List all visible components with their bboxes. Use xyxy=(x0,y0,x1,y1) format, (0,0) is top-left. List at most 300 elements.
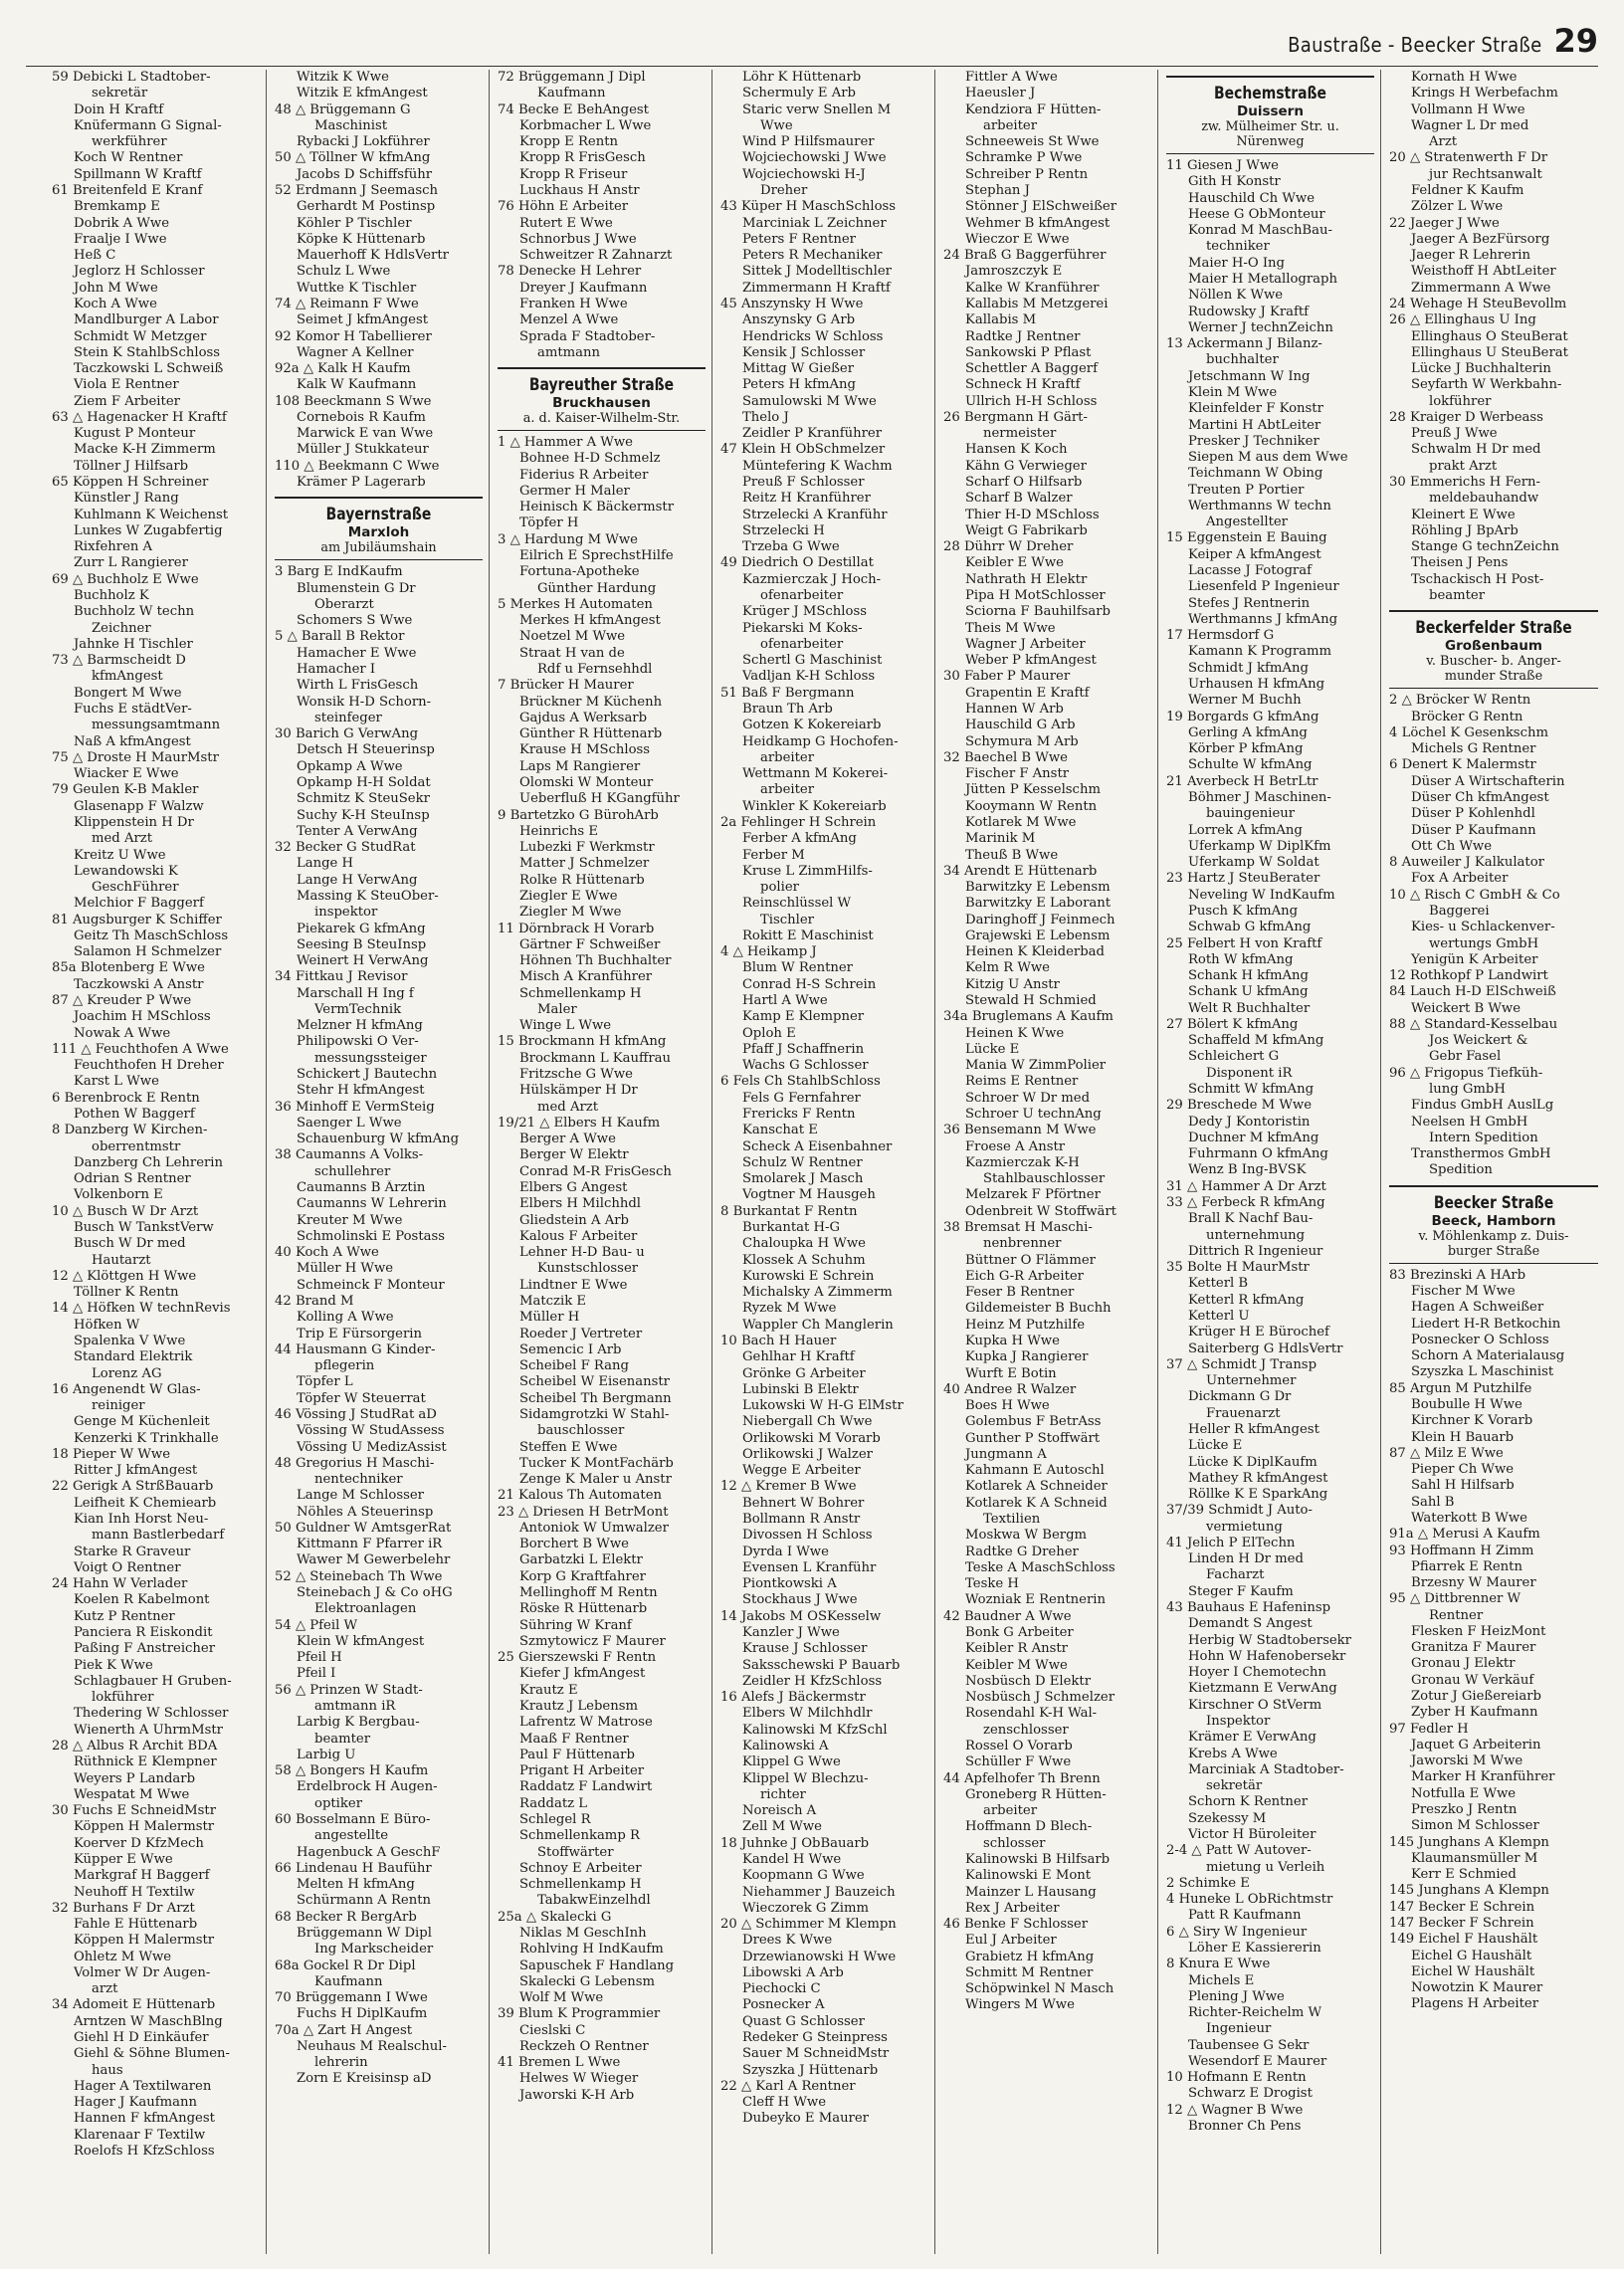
resident-entry: Richter-Reichelm W xyxy=(1188,2005,1321,2021)
resident-entry: Libowski A Arb xyxy=(742,1964,844,1980)
resident-entry: Divossen H Schloss xyxy=(742,1528,873,1544)
resident-entry: Elektroanlagen xyxy=(314,1601,417,1617)
house-number-entry: 24 Braß G Baggerführer xyxy=(943,248,1107,264)
house-number-entry: 34 Adomeit E Hüttenarb xyxy=(52,1997,216,2013)
house-number-entry: 25a △ Skalecki G xyxy=(498,1909,612,1925)
resident-entry: Seimet J kfmAngest xyxy=(297,312,429,328)
resident-entry: Köppen H Malermstr xyxy=(74,1819,215,1835)
house-number-entry: 48 Gregorius H Maschi- xyxy=(275,1455,435,1471)
resident-entry: Schreiber P Rentn xyxy=(965,166,1089,182)
resident-entry: Lafrentz W Matrose xyxy=(519,1715,653,1731)
resident-entry: Dedy J Kontoristin xyxy=(1188,1114,1311,1130)
house-number-entry: 44 Hausmann G Kinder- xyxy=(275,1341,436,1357)
resident-entry: Jetschmann W Ing xyxy=(1188,368,1311,384)
house-number-entry: 28 △ Albus R Archit BDA xyxy=(52,1738,218,1753)
house-number-entry: 15 Eggenstein E Bauing xyxy=(1166,530,1327,546)
resident-entry: Düser P Kaufmann xyxy=(1411,822,1536,838)
resident-entry: Kelm R Wwe xyxy=(965,960,1050,976)
resident-entry: Hagenbuck A GeschF xyxy=(297,1844,441,1860)
house-number-entry: 5 Merkes H Automaten xyxy=(498,596,653,612)
resident-entry: Korp G Kraftfahrer xyxy=(519,1568,646,1584)
resident-entry: Lewandowski K xyxy=(74,863,178,879)
resident-entry: Pfeil H xyxy=(297,1650,342,1666)
resident-entry: Hannen W Arb xyxy=(965,701,1064,717)
house-number-entry: 78 Denecke H Lehrer xyxy=(498,264,642,280)
resident-entry: Steffen E Wwe xyxy=(519,1439,618,1455)
resident-entry: Böhmer J Maschinen- xyxy=(1188,789,1331,805)
resident-entry: Geitz Th MaschSchloss xyxy=(74,928,229,943)
resident-entry: Ketterl U xyxy=(1188,1308,1250,1324)
resident-entry: Schramke P Wwe xyxy=(965,150,1083,166)
resident-entry: Disponent iR xyxy=(1206,1065,1293,1081)
resident-entry: Starke R Graveur xyxy=(74,1544,191,1559)
resident-entry: Wuttke K Tischler xyxy=(297,280,417,296)
resident-entry: Facharzt xyxy=(1206,1567,1265,1583)
resident-entry: Rdf u Fernsehhdl xyxy=(537,662,653,677)
resident-entry: Gildemeister B Buchh xyxy=(965,1301,1112,1317)
resident-entry: Misch A Kranführer xyxy=(519,969,653,985)
house-number-entry: 22 Jaeger J Wwe xyxy=(1389,215,1500,231)
resident-entry: Bongert M Wwe xyxy=(74,685,182,701)
column-3 xyxy=(490,70,712,2254)
resident-entry: Preuß F Schlosser xyxy=(742,475,865,491)
resident-entry: Kolling A Wwe xyxy=(297,1310,394,1326)
resident-entry: Höhnen Th Buchhalter xyxy=(519,953,672,969)
resident-entry: Schauenburg W kfmAng xyxy=(297,1132,460,1147)
house-number-entry: 26 △ Ellinghaus U Ing xyxy=(1389,312,1536,328)
house-number-entry: 15 Brockmann H kfmAng xyxy=(498,1034,667,1050)
resident-entry: steinfeger xyxy=(314,710,382,725)
resident-entry: Kotlarek A Schneider xyxy=(965,1479,1108,1495)
house-number-entry: 147 Becker F Schrein xyxy=(1389,1915,1534,1931)
resident-entry: Krämer P Lagerarb xyxy=(297,475,426,491)
resident-entry: Schank H kfmAng xyxy=(1188,968,1309,984)
resident-entry: Dreyer J Kaufmann xyxy=(519,280,648,296)
resident-entry: Brüggemann W Dipl xyxy=(297,1925,432,1941)
resident-entry: Ritter J kfmAngest xyxy=(74,1463,198,1479)
resident-entry: Roeder J Vertreter xyxy=(519,1326,643,1341)
resident-entry: reiniger xyxy=(92,1398,145,1414)
house-number-entry: 2a Fehlinger H Schrein xyxy=(720,814,877,830)
resident-entry: Lücke E xyxy=(965,1041,1020,1057)
resident-entry: Michels E xyxy=(1188,1972,1255,1988)
resident-entry: Vollmann H Wwe xyxy=(1411,102,1525,117)
house-number-entry: 40 Andree R Walzer xyxy=(943,1381,1077,1397)
house-number-entry: 17 Hermsdorf G xyxy=(1166,628,1275,644)
resident-entry: Kähn G Verwieger xyxy=(965,458,1087,474)
resident-entry: Melten H kfmAng xyxy=(297,1877,415,1893)
resident-entry: arzt xyxy=(92,1981,118,1997)
resident-entry: Stewald H Schmied xyxy=(965,993,1097,1009)
resident-entry: Schnoy E Arbeiter xyxy=(519,1860,642,1876)
resident-entry: Gronau W Verkäuf xyxy=(1411,1672,1534,1688)
column-4 xyxy=(712,70,935,2254)
resident-entry: Kamp E Klempner xyxy=(742,1009,865,1025)
column-7 xyxy=(1381,70,1604,2254)
resident-entry: Pfaff J Schaffnerin xyxy=(742,1041,865,1057)
house-number-entry: 32 Becker G StudRat xyxy=(275,840,416,856)
resident-entry: Naß A kfmAngest xyxy=(74,733,191,749)
resident-entry: Lindtner E Wwe xyxy=(519,1277,628,1293)
resident-entry: Drzewianowski H Wwe xyxy=(742,1949,897,1964)
resident-entry: Kazmierczak K-H xyxy=(965,1154,1080,1170)
resident-entry: Gehlhar H Kraftf xyxy=(742,1349,855,1365)
resident-entry: Schwarz E Drogist xyxy=(1188,2086,1313,2102)
house-number-entry: 6 △ Siry W Ingenieur xyxy=(1166,1924,1308,1940)
house-number-entry: 6 Berenbrock E Rentn xyxy=(52,1090,200,1106)
street-description: zw. Mülheimer Str. u. xyxy=(1201,119,1339,134)
resident-entry: Scheibel W Eisenanstr xyxy=(519,1374,670,1390)
resident-entry: Steinebach J & Co oHG xyxy=(297,1585,453,1601)
resident-entry: Hager A Textilwaren xyxy=(74,2078,212,2094)
resident-entry: Herbig W Stadtobersekr xyxy=(1188,1632,1351,1648)
resident-entry: Jeglorz H Schlosser xyxy=(74,264,205,280)
resident-entry: mietung u Verleih xyxy=(1206,1859,1325,1875)
resident-entry: Opkamp H-H Soldat xyxy=(297,774,431,790)
house-number-entry: 88 △ Standard-Kesselbau xyxy=(1389,1016,1558,1032)
resident-entry: Semencic I Arb xyxy=(519,1341,622,1357)
resident-entry: Lubezki F Werkmstr xyxy=(519,840,655,856)
house-number-entry: 83 Brezinski A HArb xyxy=(1389,1267,1526,1283)
resident-entry: Baggerei xyxy=(1429,903,1490,919)
resident-entry: Melzarek F Pförtner xyxy=(965,1187,1101,1203)
resident-entry: Wolf M Wwe xyxy=(519,1990,604,2006)
resident-entry: Fox A Arbeiter xyxy=(1411,871,1509,887)
house-number-entry: 85 Argun M Putzhilfe xyxy=(1389,1380,1532,1396)
resident-entry: Reinschlüssel W xyxy=(742,896,852,912)
resident-entry: Zell M Wwe xyxy=(742,1819,822,1835)
house-number-entry: 7 Brücker H Maurer xyxy=(498,678,634,694)
resident-entry: Keibler M Wwe xyxy=(965,1657,1068,1673)
resident-entry: Sidamgrotzki W Stahl- xyxy=(519,1406,670,1422)
resident-entry: Kalous F Arbeiter xyxy=(519,1228,638,1244)
resident-entry: Kooymann W Rentn xyxy=(965,798,1098,814)
resident-entry: Thier H-D MSchloss xyxy=(965,507,1100,522)
resident-entry: Rybacki J Lokführer xyxy=(297,134,430,150)
resident-entry: Duchner M kfmAng xyxy=(1188,1130,1320,1145)
resident-entry: Hamacher E Wwe xyxy=(297,645,417,661)
resident-entry: Ueberfluß H KGangführ xyxy=(519,791,680,807)
resident-entry: Werner J technZeichn xyxy=(1188,319,1333,335)
street-description: burger Straße xyxy=(1447,1243,1540,1259)
resident-entry: Heinen K Kleiderbad xyxy=(965,944,1105,960)
resident-entry: Rokitt E Maschinist xyxy=(742,928,874,943)
resident-entry: Weickert B Wwe xyxy=(1411,1000,1522,1016)
street-district: Duissern xyxy=(1237,103,1304,119)
resident-entry: Zotur J Gießereiarb xyxy=(1411,1689,1541,1705)
resident-entry: Ellinghaus O SteuBerat xyxy=(1411,328,1568,344)
street-description: Nürenweg xyxy=(1236,134,1305,149)
resident-entry: Rüthnick E Klempner xyxy=(74,1754,217,1770)
resident-entry: Weisthoff H AbtLeiter xyxy=(1411,264,1556,280)
house-number-entry: 87 △ Kreuder P Wwe xyxy=(52,993,192,1009)
resident-entry: Luckhaus H Anstr xyxy=(519,182,640,198)
resident-entry: Schmidt W Metzger xyxy=(74,328,207,344)
resident-entry: Kreuter M Wwe xyxy=(297,1212,403,1228)
house-number-entry: 51 Baß F Bergmann xyxy=(720,685,855,701)
resident-entry: Fischer F Anstr xyxy=(965,766,1070,782)
street-district: Großenbaum xyxy=(1445,638,1542,655)
house-number-entry: 25 Felbert H von Kraftf xyxy=(1166,935,1322,951)
resident-entry: Caumanns B Ärztin xyxy=(297,1180,426,1195)
resident-entry: Röske R Hüttenarb xyxy=(519,1601,648,1617)
resident-entry: Zimmermann H Kraftf xyxy=(742,280,891,296)
house-number-entry: 48 △ Brüggemann G xyxy=(275,102,411,117)
resident-entry: Taubensee G Sekr xyxy=(1188,2037,1310,2053)
house-number-entry: 36 Minhoff E VermSteig xyxy=(275,1099,435,1115)
resident-entry: pflegerin xyxy=(314,1358,375,1374)
resident-entry: Wwe xyxy=(760,117,793,133)
resident-entry: Wagner A Kellner xyxy=(297,344,414,360)
resident-entry: Töpfer H xyxy=(519,516,579,531)
resident-entry: Lubinski B Elektr xyxy=(742,1381,859,1397)
resident-entry: Klossek A Schuhm xyxy=(742,1252,866,1268)
resident-entry: Teske H xyxy=(965,1576,1019,1592)
resident-entry: Kalk W Kaufmann xyxy=(297,377,417,393)
house-number-entry: 12 △ Wagner B Wwe xyxy=(1166,2102,1304,2118)
resident-entry: Krautz E xyxy=(519,1682,578,1698)
resident-entry: Kutz P Rentner xyxy=(74,1608,175,1624)
resident-entry: Wespatat M Wwe xyxy=(74,1786,190,1802)
column-6 xyxy=(1158,70,1381,2254)
resident-entry: Koopmann G Wwe xyxy=(742,1868,865,1884)
resident-entry: Fuhrmann O kfmAng xyxy=(1188,1146,1328,1162)
street-heading xyxy=(1389,610,1598,689)
resident-entry: Preuß J Wwe xyxy=(1411,426,1498,442)
resident-entry: nenbrenner xyxy=(983,1236,1062,1252)
resident-entry: Heinz M Putzhilfe xyxy=(965,1317,1086,1333)
resident-entry: Mathey R kfmAngest xyxy=(1188,1470,1328,1486)
resident-entry: Franken H Wwe xyxy=(519,296,628,311)
resident-entry: Schwalm H Dr med xyxy=(1411,442,1541,458)
resident-entry: Marciniak A Stadtober- xyxy=(1188,1761,1344,1777)
resident-entry: Reims E Rentner xyxy=(965,1074,1079,1090)
street-description: am Jubiläumshain xyxy=(320,540,437,556)
resident-entry: Heinen K Wwe xyxy=(965,1025,1065,1041)
resident-entry: Stoffwärter xyxy=(537,1844,614,1860)
street-heading xyxy=(1166,76,1374,154)
house-number-entry: 8 Danzberg W Kirchen- xyxy=(52,1123,208,1138)
resident-entry: Jacobs D Schiffsführ xyxy=(297,166,433,182)
resident-entry: Peters H kfmAng xyxy=(742,377,856,393)
resident-entry: Küpper E Wwe xyxy=(74,1851,173,1867)
resident-entry: Ziegler E Wwe xyxy=(519,888,618,904)
house-number-entry: 10 Bach H Hauer xyxy=(720,1333,837,1348)
house-number-entry: 110 △ Beekmann C Wwe xyxy=(275,458,440,474)
resident-entry: Liesenfeld P Ingenieur xyxy=(1188,579,1339,595)
resident-entry: Röllke K E SparkAng xyxy=(1188,1487,1328,1503)
resident-entry: Stehr H kfmAngest xyxy=(297,1083,425,1099)
resident-entry: Tschackisch H Post- xyxy=(1411,571,1544,587)
resident-entry: Lange M Schlosser xyxy=(297,1488,424,1504)
resident-entry: Maier H-O Ing xyxy=(1188,255,1285,271)
resident-entry: Wojciechowski H-J xyxy=(742,166,866,182)
resident-entry: Ullrich H-H Schloss xyxy=(965,393,1098,409)
house-number-entry: 26 Bergmann H Gärt- xyxy=(943,409,1088,425)
resident-entry: Schulte W kfmAng xyxy=(1188,757,1313,773)
resident-entry: Mainzer L Hausang xyxy=(965,1884,1097,1900)
resident-entry: Radtke G Dreher xyxy=(965,1544,1079,1559)
house-number-entry: 2 △ Bröcker W Rentn xyxy=(1389,693,1531,709)
resident-entry: Peters F Rentner xyxy=(742,231,856,247)
resident-entry: Merkes H kfmAngest xyxy=(519,613,661,629)
resident-entry: sekretär xyxy=(1206,1778,1263,1794)
resident-entry: Schorn A Materialausg xyxy=(1411,1348,1565,1364)
resident-entry: Strzelecki A Kranführ xyxy=(742,507,888,522)
resident-entry: Larbig K Bergbau- xyxy=(297,1715,420,1731)
resident-entry: Köhler P Tischler xyxy=(297,215,412,231)
resident-entry: Wieczorek G Zimm xyxy=(742,1900,870,1916)
resident-entry: inspektor xyxy=(314,905,378,921)
resident-entry: Salamon H Schmelzer xyxy=(74,944,222,960)
resident-entry: Olomski W Monteur xyxy=(519,774,654,790)
house-number-entry: 45 Anszynsky H Wwe xyxy=(720,296,864,311)
resident-entry: Piekarek G kfmAng xyxy=(297,921,426,936)
resident-entry: oberrentmstr xyxy=(92,1138,181,1154)
street-district: Beeck, Hamborn xyxy=(1431,1212,1556,1229)
house-number-entry: 10 △ Risch C GmbH & Co xyxy=(1389,887,1560,903)
resident-entry: Lacasse J Fotograf xyxy=(1188,563,1312,579)
house-number-entry: 42 Brand M xyxy=(275,1293,354,1309)
resident-entry: Krause H MSchloss xyxy=(519,742,651,758)
house-number-entry: 74 Becke E BehAngest xyxy=(498,102,649,117)
resident-entry: Szyszka J Hüttenarb xyxy=(742,2062,879,2078)
resident-entry: Kruse L ZimmHilfs- xyxy=(742,863,873,879)
house-number-entry: 74 △ Reimann F Wwe xyxy=(275,296,419,311)
resident-entry: Jaeger A BezFürsorg xyxy=(1411,231,1550,247)
resident-entry: Pfiarrek E Rentn xyxy=(1411,1558,1522,1574)
resident-entry: Hauschild G Arb xyxy=(965,718,1076,733)
house-number-entry: 25 Gierszewski F Rentn xyxy=(498,1650,657,1666)
resident-entry: Nöhles A Steuerinsp xyxy=(297,1504,434,1520)
resident-entry: Waterkott B Wwe xyxy=(1411,1510,1527,1526)
resident-entry: lehrerin xyxy=(314,2055,368,2071)
house-number-entry: 85a Blotenberg E Wwe xyxy=(52,960,205,976)
resident-entry: Piontkowski A xyxy=(742,1576,837,1592)
house-number-entry: 59 Debicki L Stadtober- xyxy=(52,70,211,85)
resident-entry: Barwitzky E Laborant xyxy=(965,896,1112,912)
resident-entry: Hansen K Koch xyxy=(965,442,1068,458)
house-number-entry: 35 Bolte H MaurMstr xyxy=(1166,1260,1310,1276)
resident-entry: Lücke J Buchhalterin xyxy=(1411,361,1551,377)
house-number-entry: 12 Rothkopf P Landwirt xyxy=(1389,968,1548,984)
resident-entry: Lunkes W Zugabfertig xyxy=(74,522,223,538)
resident-entry: Fraalje I Wwe xyxy=(74,231,167,247)
resident-entry: Bremkamp E xyxy=(74,199,160,215)
resident-entry: Wachs G Schlosser xyxy=(742,1058,869,1074)
resident-entry: amtmann iR xyxy=(314,1699,396,1714)
resident-entry: Markgraf H Baggerf xyxy=(74,1868,210,1884)
resident-entry: Neuhaus M Realschul- xyxy=(297,2038,447,2054)
resident-entry: Kerr E Schmied xyxy=(1411,1867,1517,1883)
resident-entry: Klippel G Wwe xyxy=(742,1754,841,1770)
resident-entry: Wieczor E Wwe xyxy=(965,231,1070,247)
resident-entry: Leifheit K Chemiearb xyxy=(74,1495,217,1511)
resident-entry: Zenge K Maler u Anstr xyxy=(519,1472,672,1488)
resident-entry: Paul F Hüttenarb xyxy=(519,1747,635,1762)
house-number-entry: 54 △ Pfeil W xyxy=(275,1617,358,1633)
resident-entry: ofenarbeiter xyxy=(760,636,844,652)
resident-entry: Unternehmer xyxy=(1206,1373,1297,1389)
resident-entry: Seyfarth W Werkbahn- xyxy=(1411,377,1562,393)
resident-entry: Staric verw Snellen M xyxy=(742,102,892,117)
resident-entry: Preszko J Rentn xyxy=(1411,1802,1518,1817)
resident-entry: Scharf B Walzer xyxy=(965,491,1073,507)
resident-entry: Marciniak L Zeichner xyxy=(742,215,887,231)
resident-entry: Grapentin E Kraftf xyxy=(965,685,1090,701)
resident-entry: Elbers W Milchhdlr xyxy=(742,1706,873,1722)
street-name: Beckerfelder Straße xyxy=(1415,618,1572,639)
resident-entry: Schulz L Wwe xyxy=(297,264,391,280)
street-name: Beecker Straße xyxy=(1433,1192,1554,1213)
resident-entry: Liedert H-R Betkochin xyxy=(1411,1316,1561,1332)
resident-entry: Theuß B Wwe xyxy=(965,847,1059,863)
house-number-entry: 29 Breschede M Wwe xyxy=(1166,1098,1313,1114)
resident-entry: Thedering W Schlosser xyxy=(74,1706,229,1722)
resident-entry: Schmolinski E Postass xyxy=(297,1228,446,1244)
resident-entry: Krautz J Lebensm xyxy=(519,1699,639,1714)
resident-entry: unternehmung xyxy=(1206,1227,1306,1243)
house-number-entry: 43 Küper H MaschSchloss xyxy=(720,199,897,215)
resident-entry: Doin H Kraftf xyxy=(74,102,164,117)
resident-entry: Plening J Wwe xyxy=(1188,1988,1285,2004)
resident-entry: Kreitz U Wwe xyxy=(74,847,166,863)
resident-entry: Fittler A Wwe xyxy=(965,70,1058,85)
resident-entry: Brückner M Küchenh xyxy=(519,694,663,710)
resident-entry: Krings H Werbefachm xyxy=(1411,86,1558,102)
resident-entry: Simon M Schlosser xyxy=(1411,1818,1539,1834)
house-number-entry: 34a Bruglemans A Kaufm xyxy=(943,1009,1114,1025)
resident-entry: Helwes W Wieger xyxy=(519,2071,639,2087)
resident-entry: Noreisch A xyxy=(742,1803,817,1819)
resident-entry: Matczik E xyxy=(519,1293,587,1309)
house-number-entry: 22 △ Karl A Rentner xyxy=(720,2078,856,2094)
resident-entry: Weinert H VerwAng xyxy=(297,953,429,969)
resident-entry: Schymura M Arb xyxy=(965,733,1079,749)
resident-entry: Orlikowski J Walzer xyxy=(742,1446,873,1462)
resident-entry: Sprada F Stadtober- xyxy=(519,328,656,344)
resident-entry: arbeiter xyxy=(983,117,1038,133)
resident-entry: Schroer U technAng xyxy=(965,1107,1102,1122)
house-number-entry: 32 Baechel B Wwe xyxy=(943,749,1068,765)
resident-entry: Notfulla E Wwe xyxy=(1411,1785,1517,1801)
resident-entry: Flesken F HeizMont xyxy=(1411,1623,1546,1639)
resident-entry: Kandel H Wwe xyxy=(742,1851,842,1867)
resident-entry: werkführer xyxy=(92,134,167,150)
resident-entry: Rossel O Vorarb xyxy=(965,1738,1073,1753)
resident-entry: Winge L Wwe xyxy=(519,1018,612,1034)
resident-entry: Theis M Wwe xyxy=(965,620,1056,636)
resident-entry: kfmAngest xyxy=(92,669,163,685)
resident-entry: Witzik E kfmAngest xyxy=(297,86,428,102)
resident-entry: Ryzek M Wwe xyxy=(742,1301,837,1317)
resident-entry: mann Bastlerbedarf xyxy=(92,1528,225,1544)
resident-entry: buchhalter xyxy=(1206,352,1279,368)
resident-entry: Ketterl B xyxy=(1188,1276,1249,1292)
resident-entry: Hautarzt xyxy=(92,1252,151,1268)
resident-entry: Hagen A Schweißer xyxy=(1411,1300,1544,1316)
resident-entry: Brall K Nachf Bau- xyxy=(1188,1211,1314,1227)
house-number-entry: 52 Erdmann J Seemasch xyxy=(275,182,439,198)
resident-entry: Heinisch K Bäckermstr xyxy=(519,500,675,516)
resident-entry: Kazmierczak J Hoch- xyxy=(742,571,882,587)
resident-entry: Bohnee H-D Schmelz xyxy=(519,451,661,467)
resident-entry: Golembus F BetrAss xyxy=(965,1414,1102,1430)
resident-entry: Maier H Metallograph xyxy=(1188,271,1337,287)
resident-entry: Hohn W Hafenobersekr xyxy=(1188,1648,1346,1664)
house-number-entry: 68 Becker R BergArb xyxy=(275,1909,417,1925)
resident-entry: Zurr L Rangierer xyxy=(74,555,188,571)
